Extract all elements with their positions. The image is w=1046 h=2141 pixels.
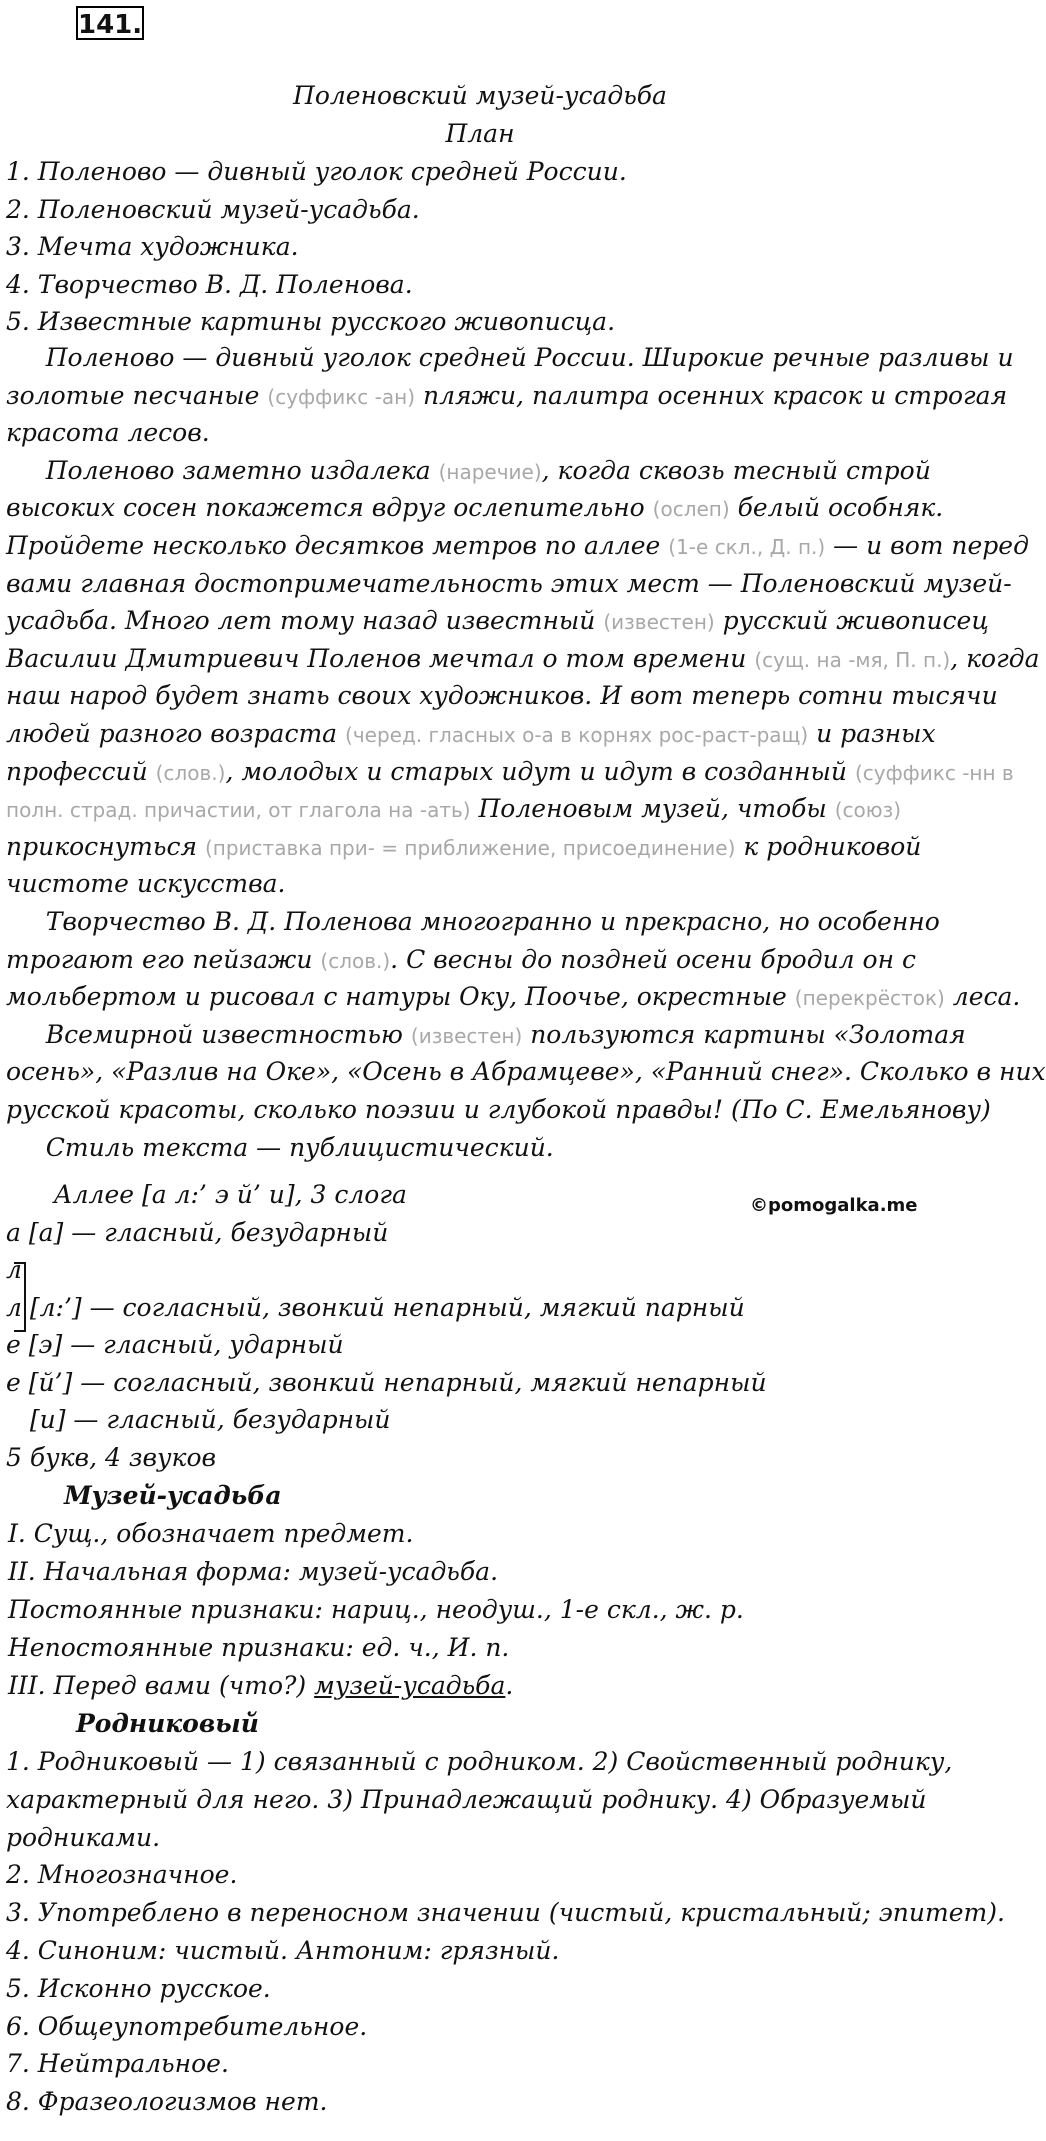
text-line	[6, 453, 931, 491]
text-segment: вами главная достопримечательность этих мест — Поленовский музей-	[6, 568, 1012, 598]
text-segment: Всемирной известностью	[6, 1019, 411, 1049]
phonetic-line: [и] — гласный, безударный	[6, 1405, 391, 1434]
text-segment: трогают его пейзажи	[6, 944, 321, 974]
morph-underlined-word: музей-усадьба	[314, 1671, 506, 1700]
lex-heading: Родниковый	[76, 1709, 259, 1738]
text-segment: усадьба. Много лет тому назад известный	[6, 606, 604, 636]
plan-item: 1. Поленово — дивный уголок средней России.	[6, 157, 627, 186]
text-segment: профессий	[6, 756, 156, 786]
text-line	[6, 528, 1029, 566]
text-line	[6, 1130, 554, 1168]
morph-line: Постоянные признаки: нариц., неодуш., 1-е скл., ж. р.	[8, 1595, 744, 1624]
phonetic-line: е [й’] — согласный, звонкий непарный, мягкий непарный	[6, 1367, 767, 1397]
grammar-note: (союз)	[834, 798, 902, 823]
text-line	[6, 716, 936, 754]
lex-line: 5. Исконно русское.	[6, 1973, 271, 2003]
grammar-note: (черед. гласных о-а в корнях рос-раст-ращ)	[345, 723, 809, 747]
morph-line: I. Сущ., обозначает предмет.	[8, 1519, 414, 1548]
lex-line: характерный для него. 3) Принадлежащий роднику. 4) Образуемый	[6, 1784, 927, 1814]
text-segment: людей разного возраста	[6, 719, 346, 748]
text-line	[6, 603, 989, 641]
text-segment: русский живописец	[714, 606, 989, 636]
text-segment: прикоснуться	[6, 831, 205, 861]
grammar-note: полн. страд. причастии, от глагола на -ать)	[6, 798, 471, 823]
lex-line: 7. Нейтральное.	[6, 2049, 229, 2079]
lex-line: 2. Многозначное.	[6, 1860, 238, 1890]
text-segment: Василии Дмитриевич Поленов мечтал о том времени	[6, 643, 755, 673]
lex-line: родниками.	[6, 1822, 161, 1852]
morph-line: II. Начальная форма: музей-усадьба.	[8, 1557, 499, 1586]
text-segment: , когда сквозь тесный строй	[541, 455, 931, 485]
phonetic-line: л	[6, 1255, 22, 1284]
plan-item: 3. Мечта художника.	[6, 232, 299, 261]
text-segment: высоких сосен покажется вдруг ослепительно	[6, 493, 653, 523]
text-segment: — и вот перед	[825, 531, 1029, 560]
text-segment: Поленово заметно издалека	[6, 455, 439, 485]
phonetic-line: е [э] — гласный, ударный	[6, 1330, 344, 1359]
text-segment: , молодых и старых идут и идут в созданный	[225, 756, 855, 786]
morph-line: Непостоянные признаки: ед. ч., И. п.	[8, 1633, 510, 1662]
text-line	[6, 641, 1040, 679]
text-segment: леса.	[944, 982, 1021, 1012]
grammar-note: (известен)	[603, 610, 715, 635]
grammar-note: (ослеп)	[652, 497, 730, 522]
text-line	[6, 566, 1012, 604]
grammar-note: (приставка при- = приближение, присоединение)	[204, 835, 736, 860]
text-line	[6, 415, 210, 453]
text-line	[6, 1092, 991, 1130]
grammar-note: (наречие)	[438, 459, 542, 484]
text-line	[6, 1017, 966, 1055]
grammar-note: (сущ. на -мя, П. п.)	[754, 647, 951, 672]
text-line	[6, 791, 901, 829]
text-segment: Стиль текста — публицистический.	[6, 1132, 554, 1162]
text-line	[6, 942, 916, 980]
lex-line: 1. Родниковый — 1) связанный с родником. 2) Свойственный роднику,	[6, 1747, 953, 1776]
text-segment: красота лесов.	[6, 418, 210, 448]
text-segment: . С весны до поздней осени бродил он с	[390, 944, 917, 974]
text-line	[6, 1054, 1046, 1092]
watermark: ©pomogalka.me	[750, 1195, 918, 1216]
text-segment: мольбертом и рисовал с натуры Оку, Поочье, окрестные	[6, 982, 795, 1012]
phonetic-line: л [л:’] — согласный, звонкий непарный, мягкий парный	[6, 1292, 745, 1322]
text-line	[6, 979, 1020, 1017]
text-segment: белый особняк.	[729, 493, 944, 523]
morph-heading: Музей-усадьба	[64, 1481, 282, 1510]
plan-item: 2. Поленовский музей-усадьба.	[6, 194, 420, 224]
text-line	[6, 490, 943, 528]
text-line	[6, 378, 1007, 416]
text-segment: Пройдете несколько десятков метров по аллее	[6, 531, 669, 560]
grammar-note: (1-е скл., Д. п.)	[668, 535, 826, 559]
text-segment: и разных	[808, 719, 936, 748]
text-segment: , когда	[950, 643, 1040, 673]
phonetic-line: 5 букв, 4 звуков	[6, 1442, 217, 1472]
text-segment: к родниковой	[735, 831, 922, 861]
text-line	[6, 866, 286, 904]
grammar-note: (перекрёсток)	[794, 986, 945, 1011]
grammar-note: (суффикс -ан)	[267, 384, 416, 409]
text-line	[6, 754, 1014, 792]
grammar-note: (известен)	[410, 1023, 523, 1048]
grammar-note: (слов.)	[320, 948, 391, 973]
text-segment: Поленово — дивный уголок средней России. Широкие речные разливы и	[6, 343, 1014, 372]
text-segment: осень», «Разлив на Оке», «Осень в Абрамцеве», «Ранний снег». Сколько в них	[6, 1057, 1046, 1087]
plan-heading: План	[445, 119, 515, 148]
text-segment: Творчество В. Д. Поленова многогранно и прекрасно, но особенно	[6, 907, 940, 936]
text-segment: русской красоты, сколько поэзии и глубокой правды! (По С. Емельянову)	[6, 1095, 991, 1124]
text-segment: наш народ будет знать своих художников. И вот теперь сотни тысячи	[6, 681, 998, 711]
text-title: Поленовский музей-усадьба	[293, 81, 667, 110]
lex-line: 3. Употреблено в переносном значении (чистый, кристальный; эпитет).	[6, 1898, 1005, 1928]
phonetic-line: Аллее [а л:’ э й’ и], 3 слога	[6, 1180, 407, 1209]
text-segment: Поленовым музей, чтобы	[470, 794, 835, 824]
grammar-note: (слов.)	[155, 760, 226, 785]
plan-item: 4. Творчество В. Д. Поленова.	[6, 269, 413, 299]
morph-last-line: III. Перед вами (что?) музей-усадьба.	[8, 1671, 514, 1700]
text-line	[6, 829, 921, 867]
plan-item: 5. Известные картины русского живописца.	[6, 307, 616, 336]
lex-line: 4. Синоним: чистый. Антоним: грязный.	[6, 1936, 560, 1965]
phonetic-line: а [а] — гласный, безударный	[6, 1217, 389, 1247]
text-line	[6, 340, 1014, 378]
grammar-note: (суффикс -нн в	[854, 760, 1014, 785]
text-segment: золотые песчаные	[6, 380, 268, 410]
exercise-number: 141.	[76, 6, 144, 40]
lex-line: 6. Общеупотребительное.	[6, 2011, 368, 2041]
text-line	[6, 904, 940, 942]
text-line	[6, 678, 998, 716]
text-segment: пользуются картины «Золотая	[522, 1019, 966, 1049]
text-segment: пляжи, палитра осенних красок и строгая	[415, 380, 1008, 410]
text-segment: чистоте искусства.	[6, 869, 286, 899]
lex-line: 8. Фразеологизмов нет.	[6, 2087, 328, 2117]
